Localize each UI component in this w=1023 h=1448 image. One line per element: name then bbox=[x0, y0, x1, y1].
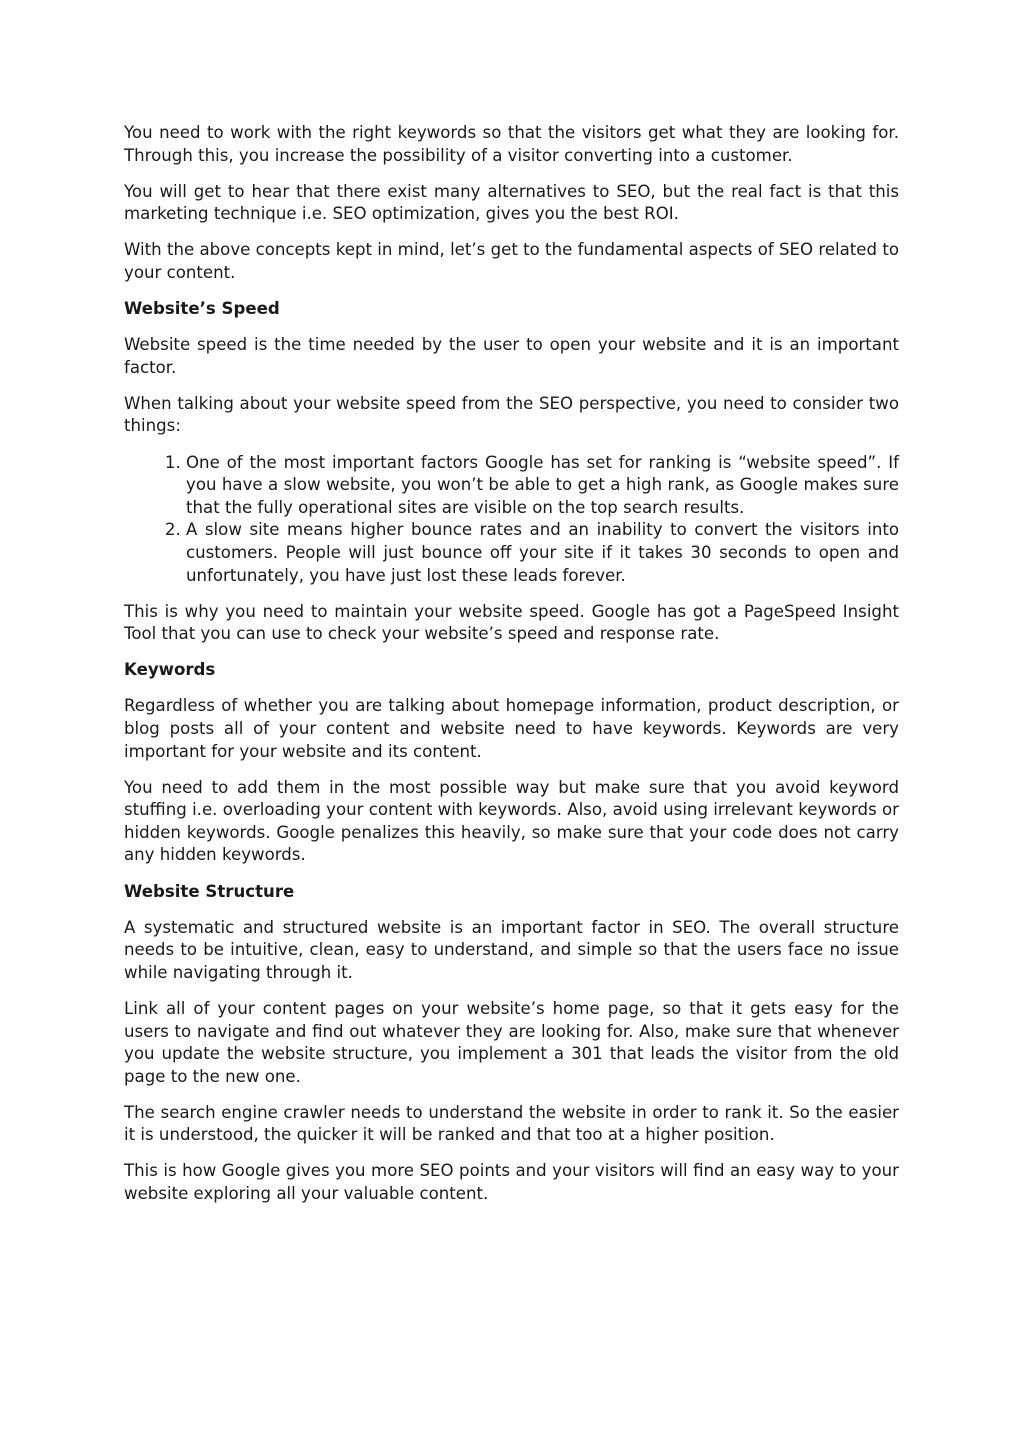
speed-paragraph-3: This is why you need to maintain your website speed. Google has got a PageSpeed Insight Tool that you can use to check your website’s speed and response rate. bbox=[124, 601, 899, 644]
structure-paragraph-4: This is how Google gives you more SEO points and your visitors will find an easy way to your website exploring all your valuable content. bbox=[124, 1161, 899, 1204]
speed-list bbox=[124, 452, 899, 588]
section-heading-structure: Website Structure bbox=[124, 881, 295, 901]
section-heading-speed: Website’s Speed bbox=[124, 299, 280, 319]
intro-paragraph-1: You need to work with the right keywords so that the visitors get what they are looking for. Through this, you increase the possibility of a visitor converting into a customer. bbox=[124, 123, 899, 165]
list-item: 2. A slow site means higher bounce rates and an inability to convert the visitors into customers. People will just bounce off your site if it takes 30 seconds to open and unfortunately, you have just lost these leads forever. bbox=[186, 519, 899, 587]
list-item: 1. One of the most important factors Google has set for ranking is “website speed”. If you have a slow website, you won’t be able to get a high rank, as Google makes sure that the fully operational sites are visible on the top search results. bbox=[186, 452, 899, 520]
section-heading-keywords: Keywords bbox=[124, 660, 216, 680]
structure-paragraph-1: A systematic and structured website is an important factor in SEO. The overall structure needs to be intuitive, clean, easy to understand, and simple so that the users face no issue while navigating through it. bbox=[124, 917, 899, 982]
speed-paragraph-1: Website speed is the time needed by the user to open your website and it is an important factor. bbox=[124, 335, 899, 377]
keywords-paragraph-1: Regardless of whether you are talking about homepage information, product description, or blog posts all of your content and website need to have keywords. Keywords are very important for your website and its content. bbox=[124, 696, 899, 761]
structure-paragraph-2: Link all of your content pages on your website’s home page, so that it gets easy for the users to navigate and find out whatever they are looking for. Also, make sure that whenever you update the website structure, you implement a 301 that leads the visitor from the old page to the new one. bbox=[124, 998, 899, 1086]
intro-paragraph-2: You will get to hear that there exist many alternatives to SEO, but the real fact is that this marketing technique i.e. SEO optimization, gives you the best ROI. bbox=[124, 181, 899, 224]
intro-paragraph-3: With the above concepts kept in mind, let’s get to the fundamental aspects of SEO related to your content. bbox=[124, 240, 899, 282]
document-page bbox=[124, 122, 899, 1219]
speed-paragraph-2: When talking about your website speed from the SEO perspective, you need to consider two things: bbox=[124, 393, 899, 436]
keywords-paragraph-2: You need to add them in the most possible way but make sure that you avoid keyword stuffing i.e. overloading your content with keywords. Also, avoid using irrelevant keywords or hidden keywords. Google penalizes this heavily, so make sure that your code does not carry any hidden keywords. bbox=[124, 777, 899, 865]
structure-paragraph-3: The search engine crawler needs to understand the website in order to rank it. So the easier it is understood, the quicker it will be ranked and that too at a higher position. bbox=[124, 1102, 899, 1145]
